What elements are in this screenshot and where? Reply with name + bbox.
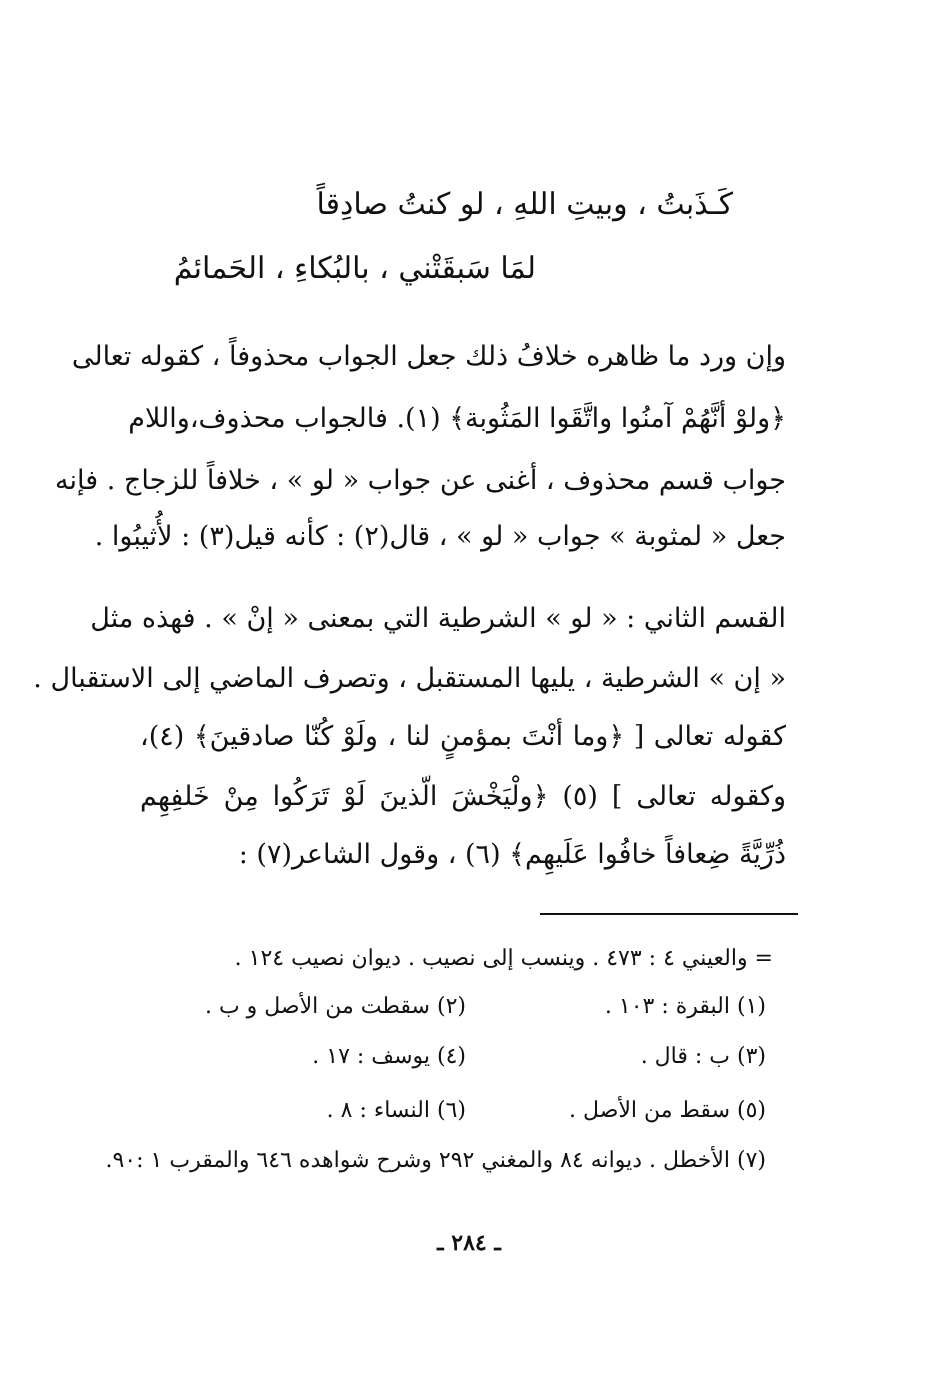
paragraph-1-line-2: ﴿ولوْ أنَّهُمْ آمنُوا واتَّقَوا المَثُوبة﴾ (١). فالجواب محذوف،واللام bbox=[128, 403, 786, 434]
footnote-1: (١) البقرة : ١٠٣ . bbox=[604, 994, 766, 1019]
verse-line-2: لمَا سَبقَتْني ، بالبُكاءِ ، الحَمائمُ bbox=[173, 251, 536, 286]
footnote-6: (٦) النساء : ٨ . bbox=[326, 1098, 466, 1123]
footnote-7: (٧) الأخطل . ديوانه ٨٤ والمغني ٢٩٢ وشرح شواهده ٦٤٦ والمقرب ١ :٩٠. bbox=[105, 1148, 766, 1173]
paragraph-2-line-2: « إن » الشرطية ، يليها المستقبل ، وتصرف الماضي إلى الاستقبال . bbox=[33, 663, 786, 694]
footnote-separator bbox=[540, 913, 798, 915]
paragraph-1-line-3: جواب قسم محذوف ، أغنى عن جواب « لو » ، خلافاً للزجاج . فإنه bbox=[55, 465, 786, 496]
verse-line-1: كَـذَبتُ ، وبيتِ اللهِ ، لو كنتُ صادِقاً bbox=[316, 187, 733, 222]
footnote-3: (٣) ب : قال . bbox=[640, 1044, 766, 1069]
footnote-continuation: = والعيني ٤ : ٤٧٣ . وينسب إلى نصيب . ديوان نصيب ١٢٤ . bbox=[234, 946, 773, 971]
footnote-4: (٤) يوسف : ١٧ . bbox=[312, 1044, 466, 1069]
page-number: ـ ٢٨٤ ـ bbox=[437, 1230, 501, 1256]
paragraph-2-line-5: ذُرِّيَّةً ضِعافاً خافُوا عَلَيهِم﴾ (٦) ، وقول الشاعر(٧) : bbox=[238, 839, 786, 870]
footnote-5: (٥) سقط من الأصل . bbox=[569, 1098, 766, 1123]
paragraph-2-line-4: وكقوله تعالى ] (٥) ﴿ولْيَخْشَ الّذينَ لَوْ تَرَكُوا مِنْ خَلفِهِم bbox=[140, 781, 786, 812]
paragraph-1-line-1: وإن ورد ما ظاهره خلافُ ذلك جعل الجواب محذوفاً ، كقوله تعالى bbox=[71, 341, 786, 372]
paragraph-2-line-1: القسم الثاني : « لو » الشرطية التي بمعنى « إنْ » . فهذه مثل bbox=[90, 603, 786, 634]
paragraph-2-line-3: كقوله تعالى [ ﴿وما أنْتَ بمؤمنٍ لنا ، ولَوْ كُنّا صادقينَ﴾ (٤)، bbox=[140, 721, 786, 752]
paragraph-1-line-4: جعل « لمثوبة » جواب « لو » ، قال(٢) : كأنه قيل(٣) : لأُثيبُوا . bbox=[94, 521, 786, 552]
footnote-2: (٢) سقطت من الأصل و ب . bbox=[204, 994, 466, 1019]
